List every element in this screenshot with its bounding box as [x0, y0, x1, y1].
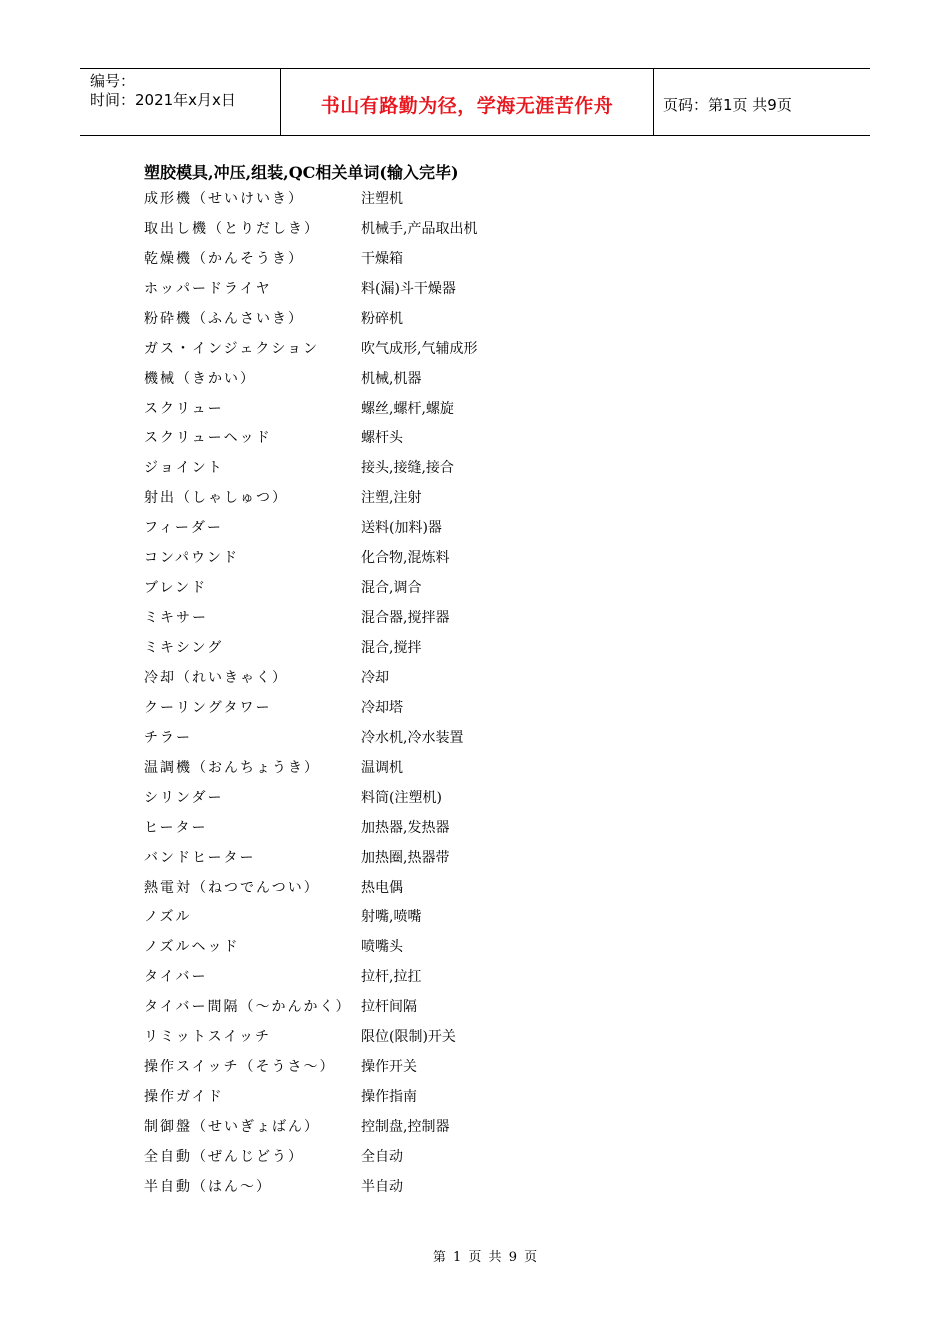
term-row: [144, 183, 704, 213]
page-header: [80, 68, 870, 136]
term-row: [144, 363, 704, 393]
term-chinese: 机械,机器: [361, 370, 422, 387]
term-japanese: ジョイント: [144, 460, 224, 477]
term-row: [144, 1021, 704, 1051]
term-japanese: シリンダー: [144, 789, 224, 806]
term-japanese: クーリングタワー: [144, 699, 272, 716]
term-row: [144, 213, 704, 243]
term-row: [144, 961, 704, 991]
term-chinese: 吹气成形,气辅成形: [361, 340, 478, 357]
term-row: [144, 1141, 704, 1171]
term-chinese: 干燥箱: [361, 250, 403, 267]
term-chinese: 限位(限制)开关: [361, 1029, 456, 1046]
term-chinese: 混合,搅拌: [361, 640, 422, 657]
term-chinese: 喷嘴头: [361, 939, 403, 956]
term-row: [144, 1081, 704, 1111]
term-chinese: 接头,接缝,接合: [361, 460, 454, 477]
term-row: [144, 1171, 704, 1201]
term-chinese: 半自动: [361, 1178, 403, 1195]
term-chinese: 操作开关: [361, 1059, 417, 1076]
term-japanese: スクリューヘッド: [144, 430, 272, 447]
term-chinese: 拉杆,拉扛: [361, 969, 422, 986]
term-japanese: バンドヒーター: [144, 849, 256, 866]
term-japanese: 射出（しゃしゅつ）: [144, 490, 288, 507]
term-japanese: タイバー: [144, 969, 208, 986]
term-row: [144, 423, 704, 453]
term-japanese: ノズル: [144, 909, 192, 926]
term-chinese: 螺杆头: [361, 430, 403, 447]
term-japanese: ホッパードライヤ: [144, 280, 272, 297]
term-row: [144, 482, 704, 512]
header-motto: 书山有路勤为径，学海无涯苦作舟: [281, 69, 654, 135]
term-row: [144, 812, 704, 842]
term-chinese: 冷水机,冷水装置: [361, 729, 464, 746]
term-row: [144, 752, 704, 782]
term-chinese: 混合,调合: [361, 580, 422, 597]
term-row: [144, 902, 704, 932]
term-chinese: 混合器,搅拌器: [361, 610, 450, 627]
term-japanese: 成形機（せいけいき）: [144, 190, 304, 207]
header-page-info: 页码：第1页 共9页: [663, 95, 792, 114]
term-row: [144, 931, 704, 961]
term-row: [144, 602, 704, 632]
term-japanese: リミットスイッチ: [144, 1029, 272, 1046]
term-japanese: 粉砕機（ふんさいき）: [144, 310, 304, 327]
term-japanese: スクリュー: [144, 400, 224, 417]
term-row: [144, 512, 704, 542]
header-meta: [80, 69, 281, 135]
term-row: [144, 991, 704, 1021]
term-row: [144, 722, 704, 752]
term-chinese: 全自动: [361, 1148, 403, 1165]
term-japanese: 制御盤（せいぎょばん）: [144, 1119, 320, 1136]
term-row: [144, 393, 704, 423]
term-row: [144, 1051, 704, 1081]
term-japanese: ヒーター: [144, 819, 208, 836]
term-chinese: 料(漏)斗干燥器: [361, 280, 456, 297]
term-chinese: 冷却塔: [361, 699, 403, 716]
term-japanese: タイバー間隔（～かんかく）: [144, 999, 352, 1016]
term-chinese: 温调机: [361, 759, 403, 776]
term-japanese: 全自動（ぜんじどう）: [144, 1148, 304, 1165]
term-japanese: 熱電対（ねつでんつい）: [144, 879, 320, 896]
term-row: [144, 692, 704, 722]
term-japanese: 冷却（れいきゃく）: [144, 669, 288, 686]
term-chinese: 料筒(注塑机): [361, 789, 442, 806]
term-row: [144, 452, 704, 482]
term-japanese: ノズルヘッド: [144, 939, 240, 956]
term-japanese: 操作スイッチ（そうさ～）: [144, 1059, 336, 1076]
term-japanese: ミキシング: [144, 640, 224, 657]
term-chinese: 拉杆间隔: [361, 999, 417, 1016]
term-chinese: 注塑,注射: [361, 490, 422, 507]
term-row: [144, 243, 704, 273]
term-list: [144, 183, 704, 1201]
term-chinese: 操作指南: [361, 1089, 417, 1106]
term-chinese: 射嘴,喷嘴: [361, 909, 422, 926]
term-row: [144, 842, 704, 872]
term-japanese: チラー: [144, 729, 192, 746]
term-chinese: 送料(加料)器: [361, 520, 442, 537]
document-number-label: 编号：: [90, 72, 136, 90]
term-japanese: ミキサー: [144, 610, 208, 627]
document-title: 塑胶模具,冲压,组装,QC相关单词(输入完毕): [144, 163, 459, 182]
term-row: [144, 632, 704, 662]
term-chinese: 加热圈,热器带: [361, 849, 450, 866]
term-row: [144, 1111, 704, 1141]
term-chinese: 控制盘,控制器: [361, 1119, 450, 1136]
term-japanese: ブレンド: [144, 580, 208, 597]
term-chinese: 加热器,发热器: [361, 819, 450, 836]
term-japanese: 温調機（おんちょうき）: [144, 759, 320, 776]
term-chinese: 热电偶: [361, 879, 403, 896]
term-chinese: 粉碎机: [361, 310, 403, 327]
term-row: [144, 333, 704, 363]
page-footer: 第 1 页 共 9 页: [432, 1250, 538, 1265]
term-chinese: 机械手,产品取出机: [361, 220, 478, 237]
document-time: 时间：2021年x月x日: [90, 91, 236, 109]
term-row: [144, 273, 704, 303]
term-japanese: 乾燥機（かんそうき）: [144, 250, 304, 267]
term-japanese: 取出し機（とりだしき）: [144, 220, 320, 237]
term-row: [144, 572, 704, 602]
term-row: [144, 782, 704, 812]
term-japanese: コンパウンド: [144, 550, 240, 567]
term-row: [144, 303, 704, 333]
term-chinese: 冷却: [361, 669, 389, 686]
term-japanese: フィーダー: [144, 520, 223, 537]
term-japanese: 操作ガイド: [144, 1089, 224, 1106]
term-japanese: 機械（きかい）: [144, 370, 256, 387]
term-chinese: 化合物,混炼料: [361, 550, 450, 567]
term-row: [144, 542, 704, 572]
term-japanese: ガス・インジェクション: [144, 340, 320, 357]
term-chinese: 注塑机: [361, 190, 403, 207]
term-chinese: 螺丝,螺杆,螺旋: [361, 400, 454, 417]
term-japanese: 半自動（はん～）: [144, 1178, 272, 1195]
term-row: [144, 662, 704, 692]
term-row: [144, 872, 704, 902]
